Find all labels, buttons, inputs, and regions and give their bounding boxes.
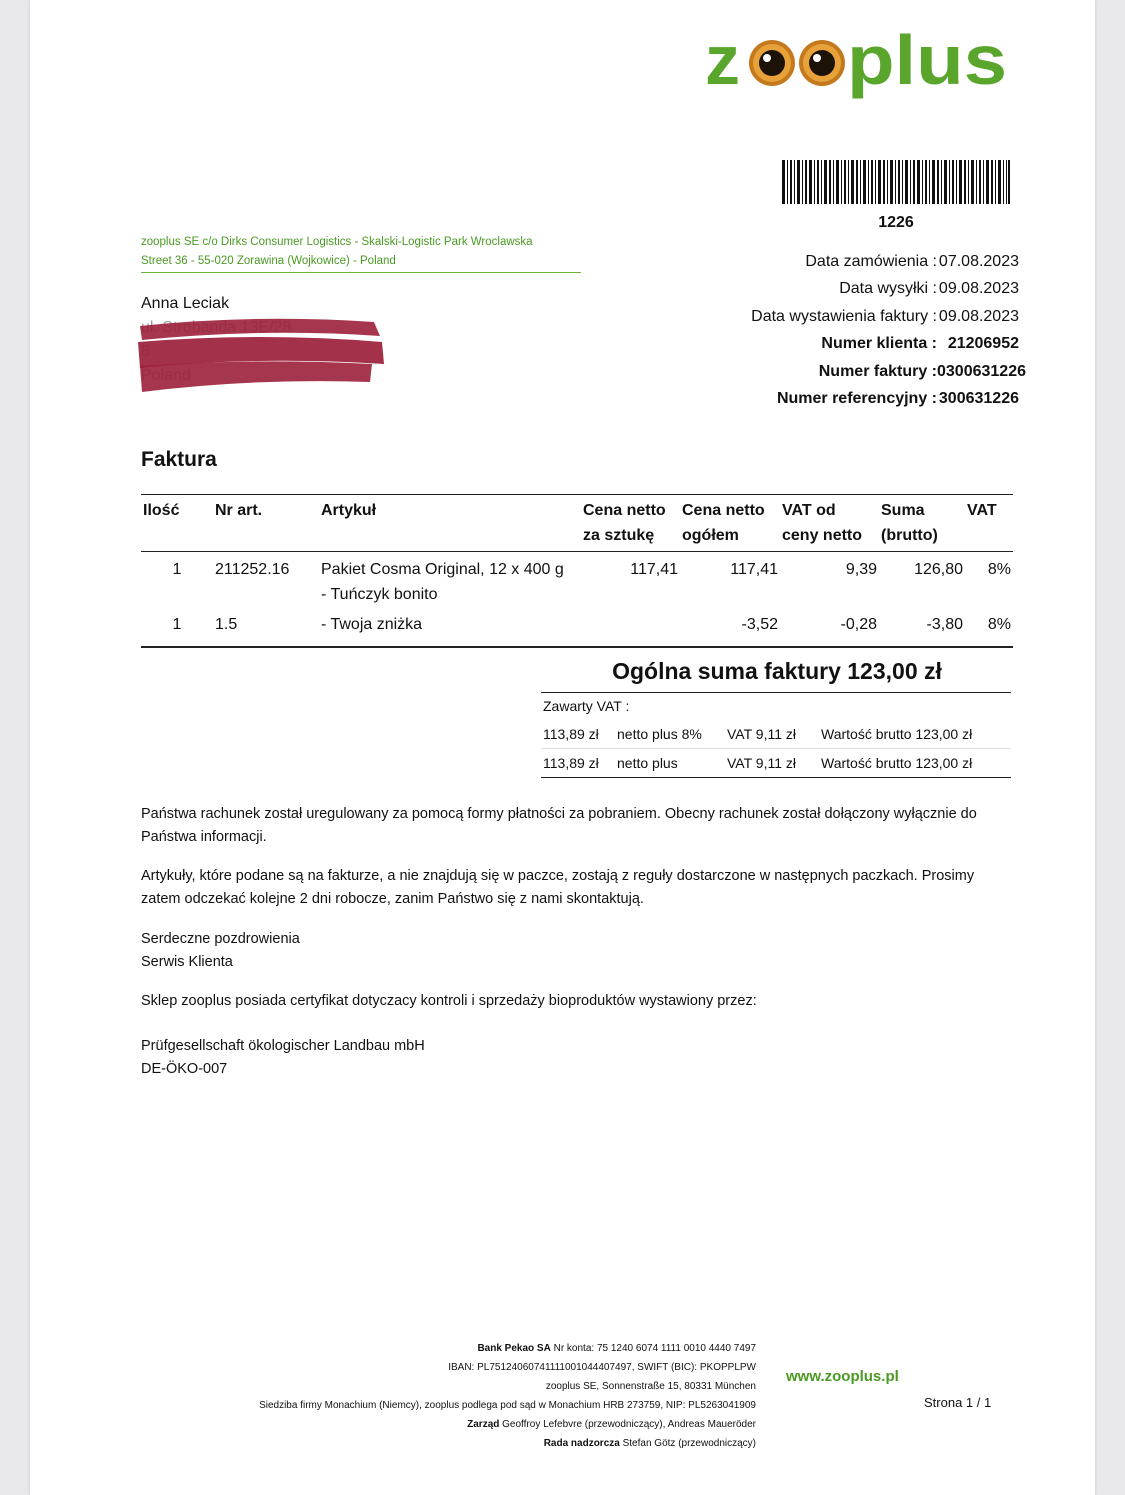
vat-gross: Wartość brutto 123,00 zł <box>821 726 973 742</box>
sender-line: Street 36 - 55-020 Zorawina (Wojkowice) - Poland <box>141 255 396 267</box>
logo-eye-left <box>749 40 795 86</box>
cell-qty: 1 <box>172 561 182 578</box>
col-total-net-line1: Cena netto <box>682 502 765 519</box>
website-link[interactable]: www.zooplus.pl <box>786 1368 899 1385</box>
page-number: Strona 1 / 1 <box>924 1395 992 1410</box>
sender-address <box>141 233 581 273</box>
vat-summary <box>541 692 1011 778</box>
cell-vat: 8% <box>987 561 1011 578</box>
meta-label: Numer faktury : <box>818 362 937 380</box>
greeting <box>141 928 1011 973</box>
vat-net: 113,89 zł <box>543 755 599 771</box>
table-row <box>141 552 1013 608</box>
invoice-page <box>30 0 1095 1495</box>
invoice-title: Faktura <box>141 448 217 471</box>
footer-seat: Siedziba firmy Monachium (Niemcy), zooplus podlega pod sąd w Monachium HRB 273759, NIP: PL5263041909 <box>259 1400 756 1412</box>
col-vat-amount-line2: ceny netto <box>782 527 863 544</box>
table-header-row <box>141 495 1013 552</box>
vat-gross: Wartość brutto 123,00 zł <box>821 755 973 771</box>
cell-vat-amount: 9,39 <box>845 561 877 578</box>
meta-value: 21206952 <box>947 335 1019 353</box>
items-table <box>141 494 1013 648</box>
certifier-name: Prüfgesellschaft ökologischer Landbau mbH <box>141 1038 425 1054</box>
recipient-name: Anna Leciak <box>141 295 230 312</box>
cell-art-no: 211252.16 <box>215 561 290 578</box>
table-row <box>141 607 1013 647</box>
col-vat-amount-line1: VAT od <box>782 502 836 519</box>
col-total-net-line2: ogółem <box>682 527 739 544</box>
col-unit-net <box>581 495 680 552</box>
barcode <box>782 160 1010 204</box>
cell-qty: 1 <box>141 607 213 647</box>
col-gross <box>879 495 965 552</box>
svg-text:z: z <box>705 21 740 99</box>
delivery-note: Artykuły, które podane są na fakturze, a nie znajdują się w paczce, zostają z reguły dostarczone w następnych paczkach. Prosimy zatem odczekać kolejne 2 dni robocze, zanim Państwo się z nami skontaktują. <box>141 868 975 907</box>
payment-note: Państwa rachunek został uregulowany za pomocą formy płatności za pobraniem. Obecny rachunek został dołączony wyłącznie do Państwa informacji. <box>141 806 977 845</box>
vat-desc: netto plus <box>617 755 678 771</box>
meta-row <box>751 248 1019 275</box>
article-name: Pakiet Cosma Original, 12 x 400 g <box>321 561 564 578</box>
cell-vat-amount: -0,28 <box>780 607 879 647</box>
footer-board-label: Zarząd <box>467 1419 500 1431</box>
col-art-no: Nr art. <box>213 495 319 552</box>
article-variant: - Tuńczyk bonito <box>321 586 438 603</box>
cell-total-net: -3,52 <box>680 607 780 647</box>
meta-label: Data wystawienia faktury : <box>751 307 937 325</box>
vat-amount: VAT 9,11 zł <box>727 726 796 742</box>
signature-line: Serwis Klienta <box>141 953 233 970</box>
footer-bank-account: Nr konta: 75 1240 6074 1111 0010 4440 7497 <box>550 1343 756 1354</box>
meta-label: Data zamówienia : <box>805 253 937 270</box>
col-total-net <box>680 495 780 552</box>
cell-gross: 126,80 <box>914 561 963 578</box>
vat-summary-row <box>541 748 1011 777</box>
meta-label: Numer klienta : <box>821 335 937 353</box>
meta-label: Numer referencyjny : <box>776 389 937 407</box>
meta-value: 300631226 <box>938 389 1019 407</box>
col-unit-net-line1: Cena netto <box>583 502 666 519</box>
vat-amount: VAT 9,11 zł <box>727 755 796 771</box>
vat-summary-row <box>541 720 1011 748</box>
col-qty: Ilość <box>141 495 213 552</box>
footer-board-members: Geoffroy Lefebvre (przewodniczący), Andreas Maueröder <box>499 1419 756 1431</box>
meta-row <box>751 275 1019 302</box>
footer-company-info <box>259 1339 756 1454</box>
vat-summary-heading: Zawarty VAT : <box>543 698 630 714</box>
col-unit-net-line2: za sztukę <box>583 527 655 544</box>
meta-value: 07.08.2023 <box>938 253 1019 270</box>
cell-unit-net: 117,41 <box>630 561 678 578</box>
invoice-total: Ogólna suma faktury 123,00 zł <box>612 658 942 684</box>
cell-vat: 8% <box>965 607 1013 647</box>
col-gross-line1: Suma <box>881 502 925 519</box>
sender-line: zooplus SE c/o Dirks Consumer Logistics - Skalski-Logistic Park Wroclawska <box>141 236 533 248</box>
meta-value: 0300631226 <box>937 362 1026 380</box>
footer-bank-name: Bank Pekao SA <box>477 1343 551 1354</box>
certifier <box>141 1035 1011 1080</box>
meta-row <box>751 330 1019 357</box>
footer-council <box>259 1434 756 1453</box>
meta-row <box>751 358 1026 385</box>
col-article: Artykuł <box>319 495 581 552</box>
redaction-mark <box>134 312 386 394</box>
vat-desc: netto plus 8% <box>617 726 702 742</box>
svg-text:plus: plus <box>847 21 1007 99</box>
meta-value: 09.08.2023 <box>938 280 1019 298</box>
meta-row <box>751 385 1019 412</box>
cell-unit-net <box>581 607 680 647</box>
cell-art-no: 1.5 <box>213 607 319 647</box>
footer-iban: IBAN: PL75124060741111001044407497, SWIFT (BIC): PKOPPLPW <box>448 1362 756 1374</box>
cell-article <box>319 552 581 608</box>
logo-eye-right <box>799 40 845 86</box>
certificate-note: Sklep zooplus posiada certyfikat dotyczacy kontroli i sprzedaży bioproduktów wystawiony przez: <box>141 993 757 1009</box>
meta-row <box>751 303 1019 330</box>
meta-label: Data wysyłki : <box>839 280 937 298</box>
cell-article: - Twoja zniżka <box>319 607 581 647</box>
footer-address: zooplus SE, Sonnenstraße 15, 80331 München <box>545 1381 756 1393</box>
cell-gross: -3,80 <box>879 607 965 647</box>
col-vat-amount <box>780 495 879 552</box>
col-gross-line2: (brutto) <box>881 527 938 544</box>
invoice-meta <box>751 248 1026 412</box>
greeting-line: Serdeczne pozdrowienia <box>141 931 300 947</box>
col-vat: VAT <box>965 495 1013 552</box>
meta-value: 09.08.2023 <box>938 307 1019 325</box>
footer-board <box>259 1415 756 1434</box>
footer-council-members: Stefan Götz (przewodniczący) <box>619 1438 756 1450</box>
certifier-code: DE-ÖKO-007 <box>141 1060 228 1077</box>
footer-bank <box>259 1339 756 1358</box>
vat-net: 113,89 zł <box>543 726 599 742</box>
barcode-number: 1226 <box>878 214 914 231</box>
cell-total-net: 117,41 <box>730 561 778 578</box>
zooplus-logo <box>705 18 1010 106</box>
footer-council-label: Rada nadzorcza <box>543 1438 620 1450</box>
